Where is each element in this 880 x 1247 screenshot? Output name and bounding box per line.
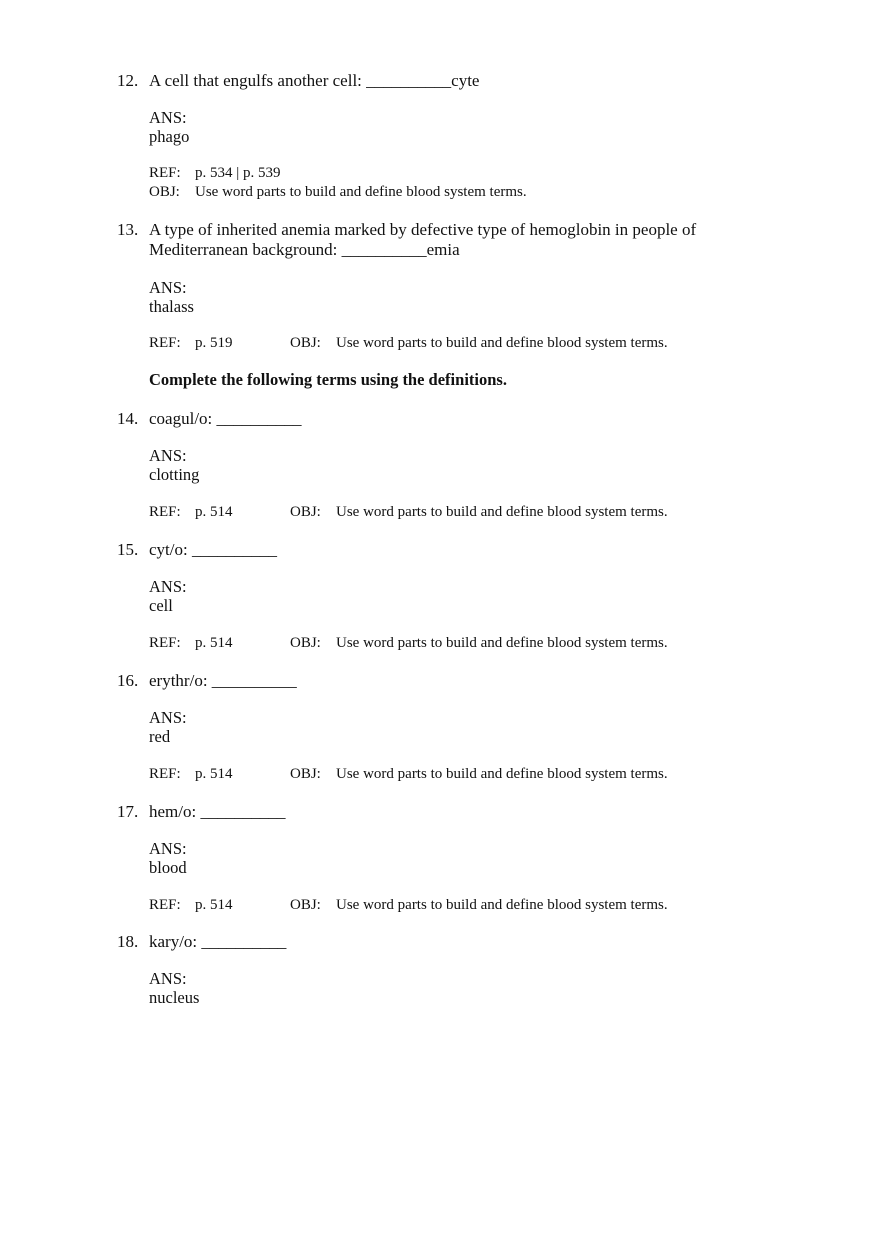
question-text: kary/o: __________ <box>149 932 287 951</box>
ref-value: p. 534 | p. 539 <box>195 165 281 181</box>
ref-label: REF: <box>149 335 181 351</box>
ref-label: REF: <box>149 897 181 913</box>
ref-value: p. 514 <box>195 766 233 782</box>
answer-label: ANS: <box>149 108 187 127</box>
question-text: hem/o: __________ <box>149 802 286 821</box>
question-text-line-1: A type of inherited anemia marked by defective type of hemoglobin in people of <box>149 220 697 239</box>
obj-label: OBJ: <box>290 635 321 651</box>
ref-value: p. 514 <box>195 504 233 520</box>
obj-label: OBJ: <box>149 184 180 200</box>
obj-value: Use word parts to build and define blood system terms. <box>336 504 668 520</box>
answer-value: thalass <box>149 297 194 316</box>
section-heading: Complete the following terms using the definitions. <box>149 370 507 389</box>
answer-label: ANS: <box>149 708 187 727</box>
question-text-line-2: Mediterranean background: __________emia <box>149 240 460 259</box>
answer-label: ANS: <box>149 839 187 858</box>
question-text: A cell that engulfs another cell: __________cyte <box>149 71 480 90</box>
question-number: 15. <box>117 540 139 559</box>
obj-label: OBJ: <box>290 504 321 520</box>
answer-label: ANS: <box>149 446 187 465</box>
answer-value: red <box>149 727 171 746</box>
answer-label: ANS: <box>149 577 187 596</box>
answer-value: cell <box>149 596 173 615</box>
question-text: coagul/o: __________ <box>149 409 302 428</box>
answer-value: phago <box>149 127 190 146</box>
ref-value: p. 519 <box>195 335 233 351</box>
answer-value: clotting <box>149 465 200 484</box>
question-text: cyt/o: __________ <box>149 540 277 559</box>
answer-value: nucleus <box>149 988 200 1007</box>
question-number: 18. <box>117 932 139 951</box>
ref-label: REF: <box>149 165 181 181</box>
obj-value: Use word parts to build and define blood system terms. <box>336 897 668 913</box>
obj-value: Use word parts to build and define blood system terms. <box>336 335 668 351</box>
obj-value: Use word parts to build and define blood system terms. <box>195 184 527 200</box>
ref-label: REF: <box>149 766 181 782</box>
answer-label: ANS: <box>149 969 187 988</box>
obj-value: Use word parts to build and define blood system terms. <box>336 635 668 651</box>
ref-label: REF: <box>149 504 181 520</box>
question-number: 16. <box>117 671 139 690</box>
ref-label: REF: <box>149 635 181 651</box>
question-number: 17. <box>117 802 139 821</box>
obj-label: OBJ: <box>290 897 321 913</box>
obj-label: OBJ: <box>290 766 321 782</box>
question-number: 13. <box>117 220 139 239</box>
question-number: 12. <box>117 71 139 90</box>
question-number: 14. <box>117 409 139 428</box>
ref-value: p. 514 <box>195 635 233 651</box>
answer-label: ANS: <box>149 278 187 297</box>
question-text: erythr/o: __________ <box>149 671 297 690</box>
answer-value: blood <box>149 858 187 877</box>
obj-label: OBJ: <box>290 335 321 351</box>
obj-value: Use word parts to build and define blood system terms. <box>336 766 668 782</box>
ref-value: p. 514 <box>195 897 233 913</box>
